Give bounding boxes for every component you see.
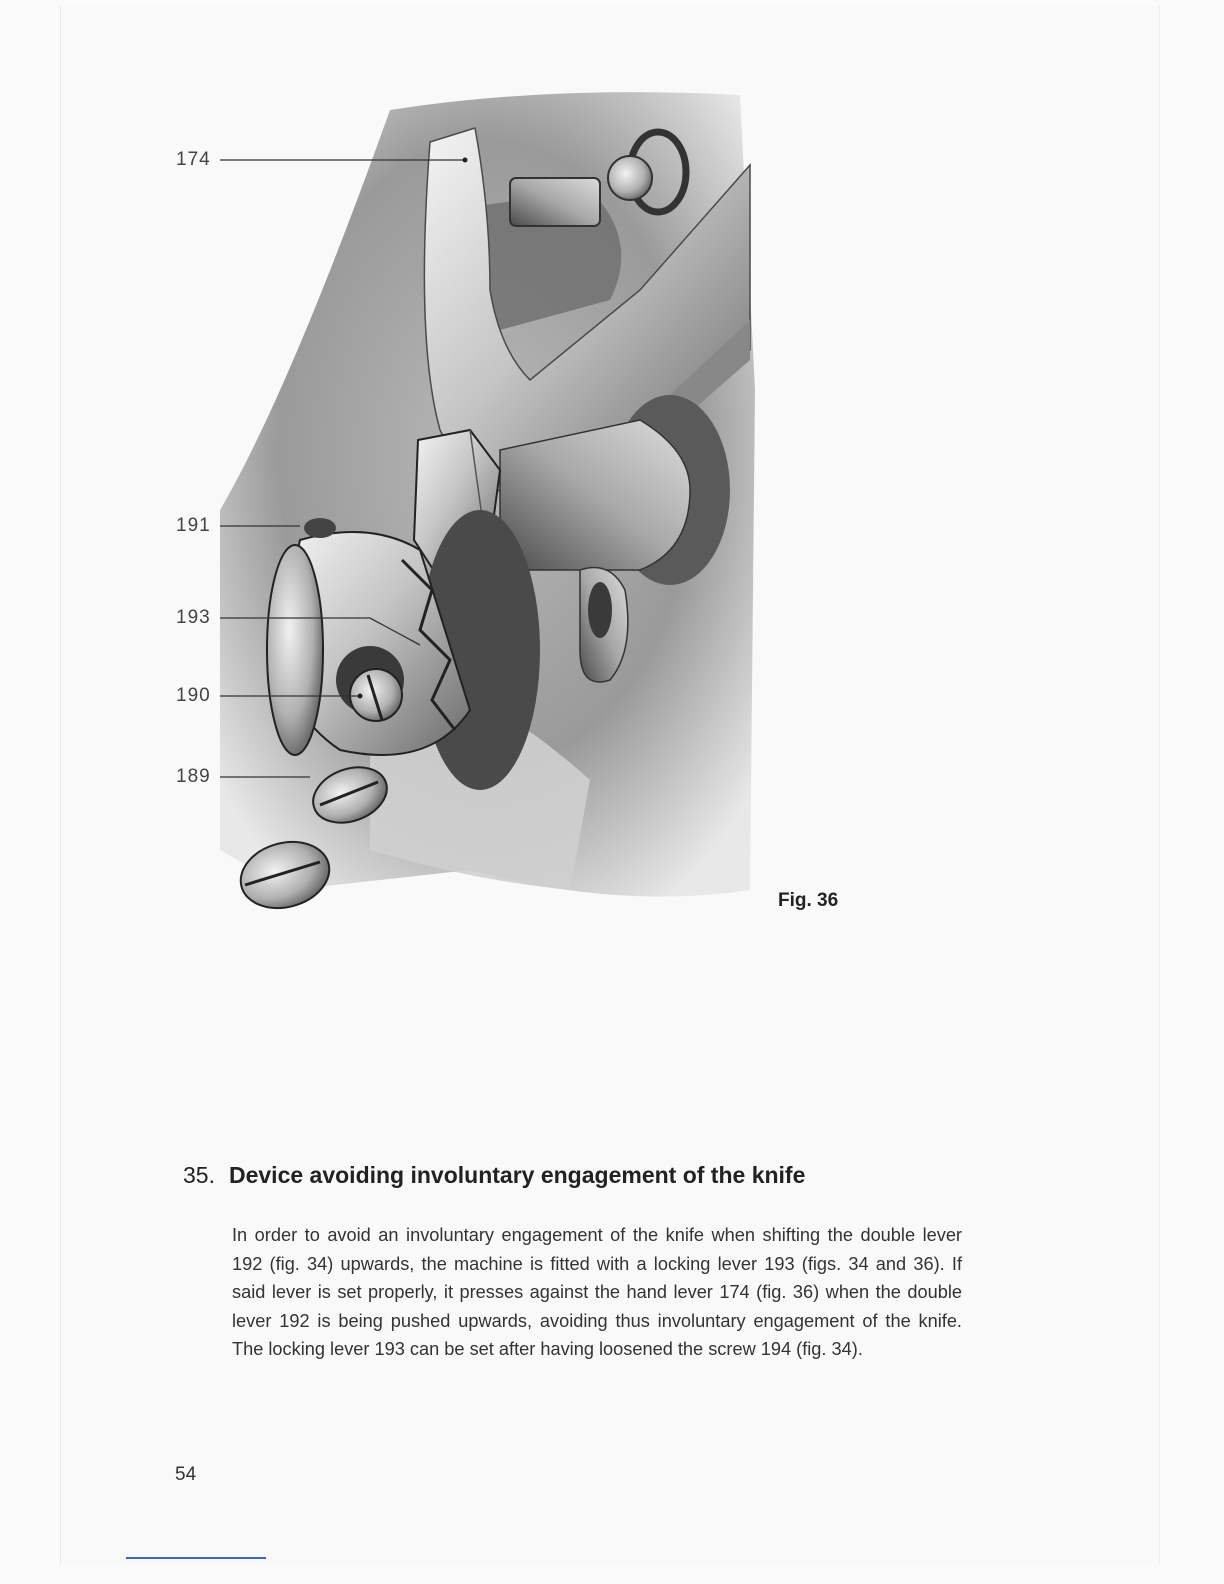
section-number: 35.: [183, 1162, 215, 1188]
scan-edge-line: [126, 1557, 266, 1559]
screw-191: [304, 518, 336, 538]
callout-190: 190: [176, 685, 211, 706]
mechanism-photo: [170, 90, 870, 920]
upper-screw: [608, 156, 652, 200]
callout-193: 193: [176, 607, 211, 628]
callout-191: 191: [176, 515, 211, 536]
figure-36: [170, 90, 870, 920]
page-number: 54: [175, 1464, 197, 1485]
callout-189: 189: [176, 766, 211, 787]
figure-caption: Fig. 36: [778, 890, 839, 911]
section-title: Device avoiding involuntary engagement of the knife: [228, 1162, 806, 1188]
callout-174: 174: [176, 149, 211, 170]
section-heading: [183, 1162, 805, 1189]
section-body: In order to avoid an involuntary engagement of the knife when shifting the double lever 192 (fig. 34) upwards, the machine is fitted with a locking lever 193 (figs. 34 and 36). If said lever is set properly, it presses against the hand lever 174 (fig. 36) when the double lever 192 is being pushed upwards, avoiding thus involuntary engagement of the knife. The locking lever 193 can be set after having loosened the screw 194 (fig. 34).: [232, 1225, 962, 1359]
upper-block: [510, 178, 600, 226]
collar-face: [267, 545, 323, 755]
